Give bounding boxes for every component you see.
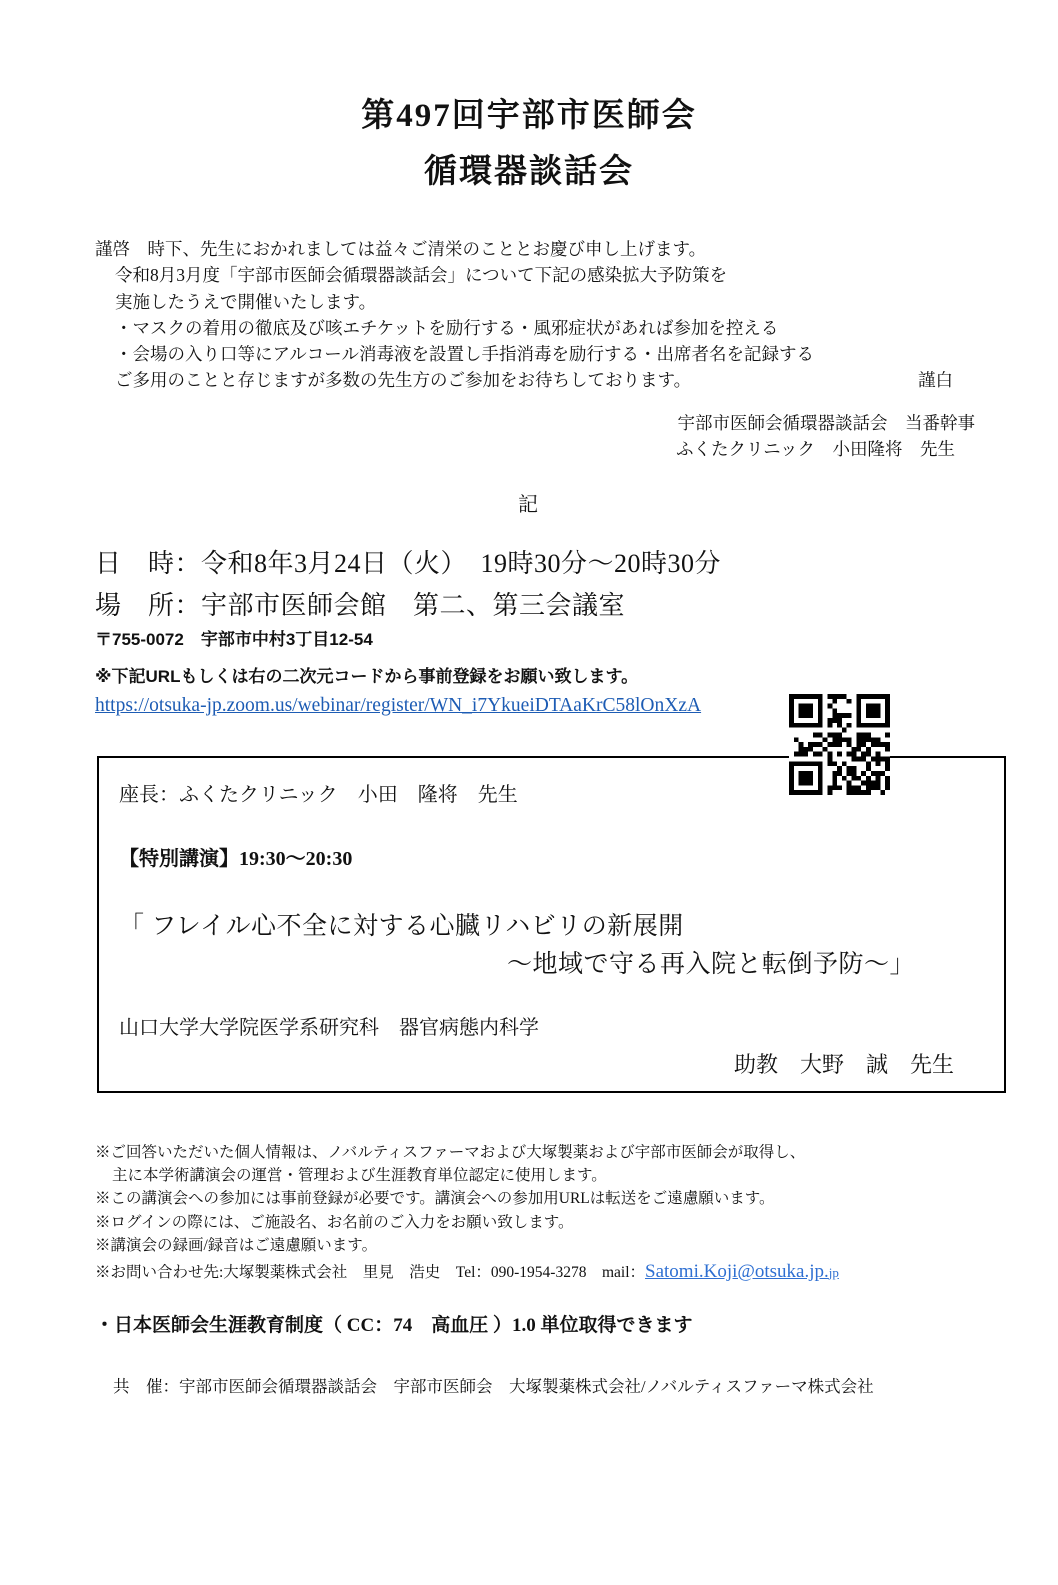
event-address: 〒755-0072 宇部市中村3丁目12-54: [95, 629, 373, 649]
flyer-page: [0, 88, 1058, 1585]
registration-section: [95, 665, 1058, 720]
greeting-closing-row: [95, 367, 957, 393]
document-header: [0, 88, 1058, 200]
footnote-line: ※講演会の録画/録音はご遠慮願います。: [95, 1236, 378, 1254]
organizer-signature: [0, 410, 975, 463]
lecture-title-line2: ～地域で守る再入院と転倒予防～」: [507, 950, 916, 978]
contact-email-link[interactable]: [645, 1261, 839, 1282]
event-datetime: 日 時：令和8年3月24日（火） 19時30分～20時30分: [95, 548, 722, 578]
event-details: [95, 543, 1058, 653]
contact-email-suffix: jp: [828, 1265, 839, 1281]
footnote-line: ※ログインの際には、ご施設名、お名前のご入力をお願い致します。: [95, 1213, 574, 1231]
program-box: [97, 756, 1006, 1093]
footnotes-section: [95, 1141, 1058, 1288]
organizer-role: 宇部市医師会循環器談話会 当番幹事: [677, 412, 975, 433]
qr-code: [789, 694, 890, 795]
footnote-line: ※ご回答いただいた個人情報は、ノバルティスファーマおよび大塚製薬および宇部市医師会が取得し、: [95, 1143, 806, 1161]
contact-text: ※お問い合わせ先:大塚製薬株式会社 里見 浩史 Tel：090-1954-3278 mail：: [95, 1264, 646, 1282]
lecture-title-line1: 「 フレイル心不全に対する心臓リハビリの新展開: [119, 912, 684, 940]
closing-salutation: 謹白: [918, 370, 953, 391]
greeting-line: 謹啓 時下、先生におかれましては益々ご清栄のこととお慶び申し上げます。: [95, 239, 707, 259]
greeting-line: ・会場の入り口等にアルコール消毒液を設置し手指消毒を励行する・出席者名を記録する: [115, 344, 814, 365]
greeting-line: 実施したうえで開催いたします。: [115, 291, 377, 312]
contact-email-main: Satomi.Koji@otsuka.jp.: [645, 1261, 829, 1283]
greeting-paragraph: [95, 236, 957, 394]
greeting-line: 令和8月3月度「宇部市医師会循環器談話会」について下記の感染拡大予防策を: [115, 265, 728, 286]
organizer-name: ふくたクリニック 小田隆将 先生: [676, 439, 955, 460]
cohost-line: 共 催：宇部市医師会循環器談話会 宇部市医師会 大塚製薬株式会社/ノバルティスファーマ株式会社: [113, 1377, 874, 1397]
speaker-affiliation: 山口大学大学院医学系研究科 器官病態内科学: [119, 1016, 539, 1039]
record-marker: 記: [518, 493, 540, 516]
page-title-line2: 循環器談話会: [424, 154, 634, 190]
greeting-line: ご多用のことと存じますが多数の先生方のご参加をお待ちしております。: [115, 370, 692, 391]
contact-line: [95, 1257, 1058, 1288]
footnote-line: 主に本学術講演会の運営・管理および生涯教育単位認定に使用します。: [112, 1167, 607, 1185]
registration-url-link[interactable]: https://otsuka-jp.zoom.us/webinar/register/WN_i7YkueiDTAaKrC58lOnXzA: [95, 694, 702, 716]
page-title: [0, 88, 1058, 200]
footnote-line: ※この講演会への参加には事前登録が必要です。講演会への参加用URLは転送をご遠慮願います。: [95, 1190, 775, 1208]
page-title-line1: 第497回宇部市医師会: [361, 98, 697, 134]
event-place: 場 所：宇部市医師会館 第二、第三会議室: [95, 590, 626, 620]
chair-line: 座長：ふくたクリニック 小田 隆将 先生: [119, 783, 518, 806]
registration-note: ※下記URLもしくは右の二次元コードから事前登録をお願い致します。: [95, 666, 639, 686]
cme-credit-line: ・日本医師会生涯教育制度（ CC：74 高血圧 ）1.0 単位取得できます: [95, 1315, 693, 1337]
speaker-name: 助教 大野 誠 先生: [733, 1051, 954, 1077]
qr-code-image: [789, 694, 890, 795]
session-type-time: 【特別講演】19:30～20:30: [119, 847, 353, 870]
greeting-line: ・マスクの着用の徹底及び咳エチケットを励行する・風邪症状があれば参加を控える: [115, 317, 779, 338]
